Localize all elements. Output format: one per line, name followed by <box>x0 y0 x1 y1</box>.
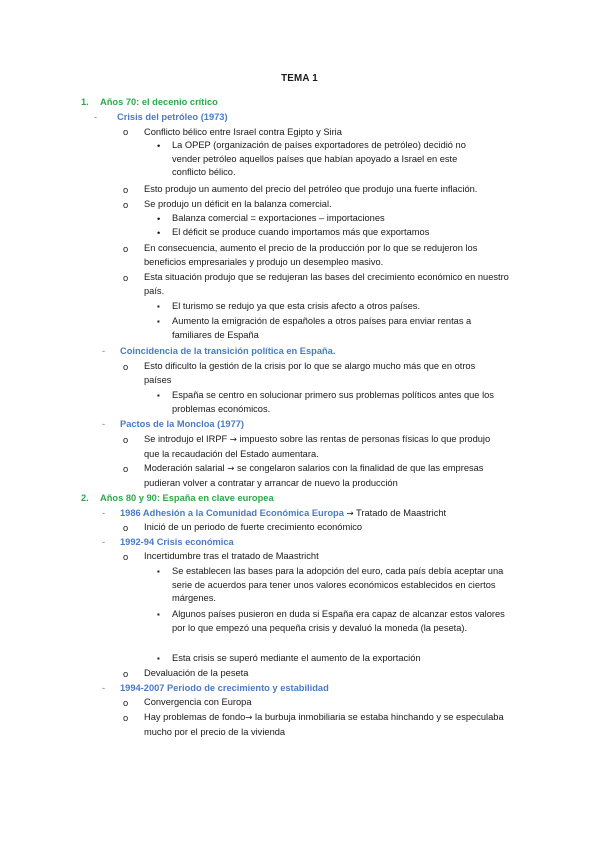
subsection-title: 1986 Adhesión a la Comunidad Económica Europa <box>120 508 344 518</box>
circle-bullet: o <box>123 273 129 283</box>
circle-bullet: o <box>123 200 129 210</box>
list-subitem: Aumento la emigración de españoles a otros países para enviar rentas a familiares de España <box>172 316 472 340</box>
list-subitem: Balanza comercial = exportaciones – importaciones <box>172 213 385 223</box>
right-arrow-icon: → <box>346 509 354 519</box>
section-number: 1. <box>81 97 89 107</box>
list-subitem: Esta crisis se superó mediante el aumento de la exportación <box>172 653 421 663</box>
list-subitem: El déficit se produce cuando importamos más que exportamos <box>172 227 430 237</box>
dash-marker: - <box>102 508 106 518</box>
section-number: 2. <box>81 493 89 503</box>
list-item <box>144 711 504 739</box>
subsection-heading: Pactos de la Moncloa (1977) <box>120 419 245 429</box>
page-title: TEMA 1 <box>281 73 318 84</box>
dash-marker: - <box>102 346 106 356</box>
right-arrow-icon: → <box>229 435 237 445</box>
subsection-heading: Crisis del petróleo (1973) <box>117 112 228 122</box>
dash-marker: - <box>102 419 106 429</box>
dash-marker: - <box>102 537 106 547</box>
list-item: Esta situación produjo que se redujeran las bases del crecimiento económico en nuestro país. <box>144 272 509 296</box>
list-item: Se produjo un déficit en la balanza comercial. <box>144 199 332 209</box>
subsection-heading: 1992-94 Crisis económica <box>120 537 234 547</box>
dash-marker: - <box>102 683 106 693</box>
list-item-text: se congelaron salarios con la finalidad de que las empresas pudieran volver a contratar y arrancar de nuevo la producción <box>144 463 484 488</box>
circle-bullet: o <box>123 464 129 474</box>
list-subitem: España se centro en solucionar primero sus problemas políticos antes que los problemas económicos. <box>172 390 494 414</box>
list-item: Incertidumbre tras el tratado de Maastricht <box>144 551 319 561</box>
subsection-suffix: Tratado de Maastricht <box>356 508 447 518</box>
list-item-text: Moderación salarial <box>144 463 225 473</box>
list-item-text: impuesto sobre las rentas de personas físicas lo que produjo que la recaudación del Estado aumentara. <box>144 434 491 459</box>
circle-bullet: o <box>123 669 129 679</box>
list-subitem: El turismo se redujo ya que esta crisis afecto a otros países. <box>172 301 421 311</box>
list-item-text: Se introdujo el IRPF <box>144 434 228 444</box>
list-subitem: Algunos países pusieron en duda si España era capaz de alcanzar estos valores por lo que empezó una pequeña crisis y devaluó la moneda (la peseta). <box>172 609 505 633</box>
list-item-text: la burbuja inmobiliaria se estaba hinchando y se especulaba mucho por el precio de la vivienda <box>144 712 504 737</box>
subsection-heading: Coincidencia de la transición política en España. <box>120 346 336 356</box>
subsection-heading <box>120 507 446 520</box>
list-item: Devaluación de la peseta <box>144 668 249 678</box>
right-arrow-icon: → <box>245 713 253 723</box>
square-bullet: ▪ <box>157 302 160 311</box>
disc-bullet: • <box>157 228 161 238</box>
circle-bullet: o <box>123 523 129 533</box>
disc-bullet: • <box>157 141 161 151</box>
list-subitem: Se establecen las bases para la adopción del euro, cada país debía aceptar una serie de acuerdos para tener unos valores económicos establecidos en ciertos márgenes. <box>172 566 504 604</box>
circle-bullet: o <box>123 362 129 372</box>
square-bullet: ▪ <box>157 391 160 400</box>
square-bullet: ▪ <box>157 567 160 576</box>
disc-bullet: • <box>157 214 161 224</box>
square-bullet: ▪ <box>157 654 160 663</box>
list-item: Convergencia con Europa <box>144 697 252 707</box>
circle-bullet: o <box>123 244 129 254</box>
circle-bullet: o <box>123 435 129 445</box>
circle-bullet: o <box>123 185 129 195</box>
list-item <box>144 462 519 490</box>
circle-bullet: o <box>123 713 129 723</box>
subsection-heading: 1994-2007 Periodo de crecimiento y estabilidad <box>120 683 329 693</box>
circle-bullet: o <box>123 552 129 562</box>
square-bullet: ▪ <box>157 610 160 619</box>
list-subitem: La OPEP (organización de países exportadores de petróleo) decidió no vender petróleo aquellos países que habían apoyado a Israel en este conflicto bélico. <box>172 140 466 178</box>
dash-marker: - <box>94 112 98 122</box>
square-bullet: ▪ <box>157 317 160 326</box>
list-item: En consecuencia, aumento el precio de la producción por lo que se redujeron los beneficios empresariales y produjo un desempleo masivo. <box>144 243 478 267</box>
circle-bullet: o <box>123 698 129 708</box>
list-item <box>144 433 499 461</box>
list-item: Inició de un periodo de fuerte crecimiento económico <box>144 522 363 532</box>
list-item-text: Hay problemas de fondo <box>144 712 246 722</box>
list-item: Esto produjo un aumento del precio del petróleo que produjo una fuerte inflación. <box>144 184 478 194</box>
list-item: Esto dificulto la gestión de la crisis por lo que se alargo mucho más que en otros países <box>144 361 476 385</box>
section-heading: Años 70: el decenio crítico <box>100 97 218 107</box>
list-item: Conflicto bélico entre Israel contra Egipto y Siria <box>144 127 342 137</box>
circle-bullet: o <box>123 127 129 137</box>
right-arrow-icon: → <box>227 464 235 474</box>
section-heading: Años 80 y 90: España en clave europea <box>100 493 274 503</box>
